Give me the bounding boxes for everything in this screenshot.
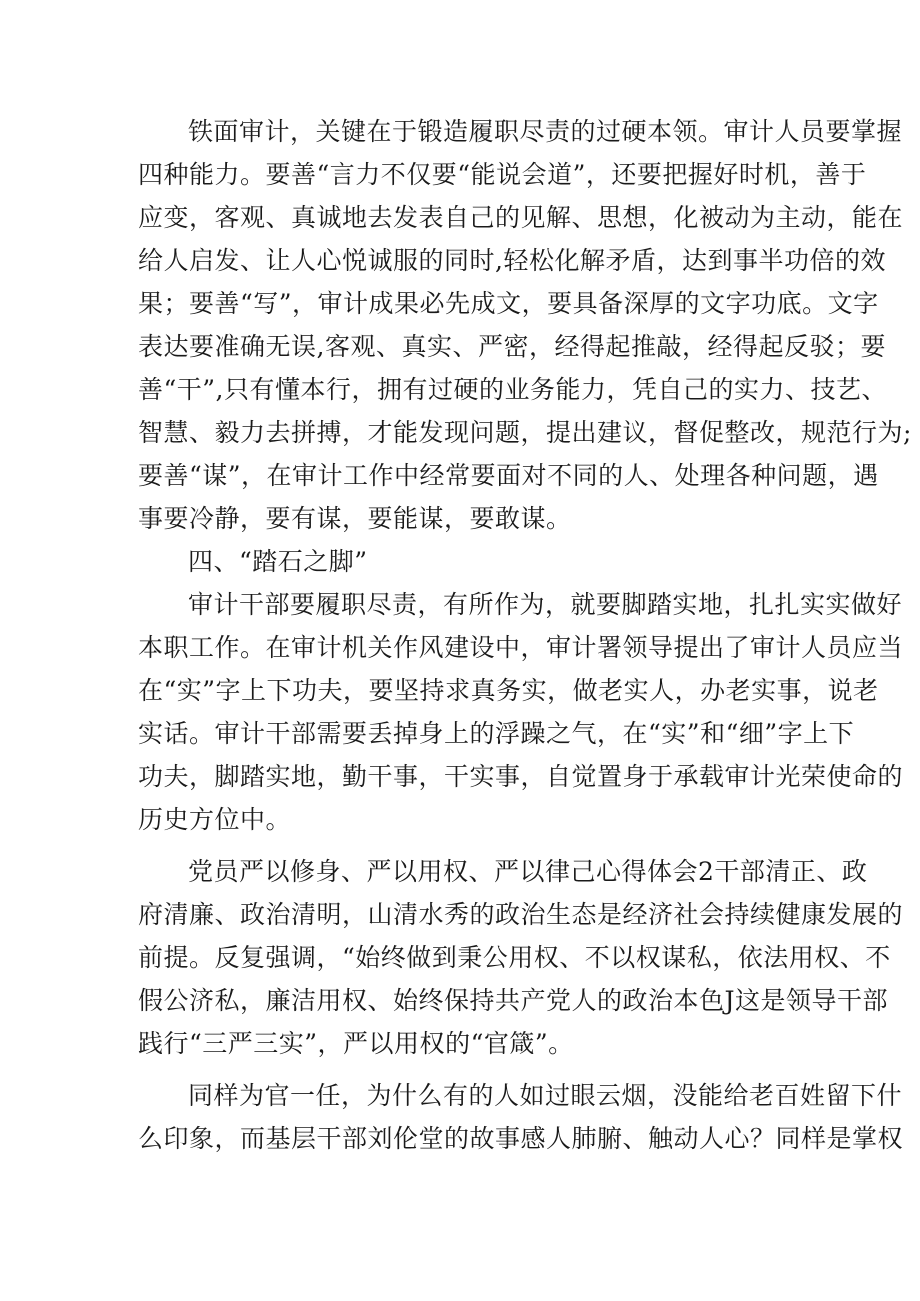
section-heading: 四、“踏石之脚”: [188, 547, 368, 576]
text-line: 践行“三严三实”，严以用权的“官箴”。: [138, 1029, 574, 1058]
text-line: 事要冷静，要有谋，要能谋，要敢谋。: [138, 504, 572, 533]
text-line: 党员严以修身、严以用权、严以律己心得体会2干部清正、政: [188, 857, 868, 886]
text-line: 实话。审计干部需要丢掉身上的浮躁之气，在“实”和“细”字上下: [138, 719, 855, 748]
text-line: 智慧、毅力去拼搏，才能发现问题，提出建议，督促整改，规范行为;: [138, 418, 912, 447]
text-line: 要善“谋”，在审计工作中经常要面对不同的人、处理各种问题，遇: [138, 461, 879, 490]
text-line: 本职工作。在审计机关作风建设中，审计署领导提出了审计人员应当: [138, 633, 904, 662]
text-line: 表达要准确无误,客观、真实、严密，经得起推敲，经得起反驳；要: [138, 332, 886, 361]
text-line: 功夫，脚踏实地，勤干事，干实事，自觉置身于承载审计光荣使命的: [138, 762, 904, 791]
text-line: 府清廉、政治清明，山清水秀的政治生态是经济社会持续健康发展的: [138, 900, 904, 929]
text-line: 假公济私，廉洁用权、始终保持共产党人的政治本色J这是领导干部: [138, 986, 889, 1015]
text-line: 给人启发、让人心悦诚服的同时,轻松化解矛盾，达到事半功倍的效: [138, 246, 886, 275]
text-line: 铁面审计，关键在于锻造履职尽责的过硬本领。审计人员要掌握: [188, 117, 903, 146]
text-line: 应变，客观、真诚地去发表自己的见解、思想，化被动为主动，能在: [138, 203, 904, 232]
text-line: 前提。反复强调，“始终做到秉公用权、不以权谋私，依法用权、不: [138, 943, 891, 972]
text-line: 在“实”字上下功夫，要坚持求真务实，做老实人，办老实事，说老: [138, 676, 879, 705]
text-line: 善“干”,只有懂本行，拥有过硬的业务能力，凭自己的实力、技艺、: [138, 375, 888, 404]
text-line: 四种能力。要善“言力不仅要“能说会道”，还要把握好时机，善于: [138, 160, 867, 189]
text-line: 同样为官一任，为什么有的人如过眼云烟，没能给老百姓留下什: [188, 1081, 903, 1110]
text-line: 历史方位中。: [138, 805, 292, 834]
text-line: 么印象，而基层干部刘伦堂的故事感人肺腑、触动人心？同样是掌权: [138, 1124, 904, 1153]
text-line: 果；要善“写”，审计成果必先成文，要具备深厚的文字功底。文字: [138, 289, 879, 318]
text-line: 审计干部要履职尽责，有所作为，就要脚踏实地，扎扎实实做好: [188, 590, 903, 619]
